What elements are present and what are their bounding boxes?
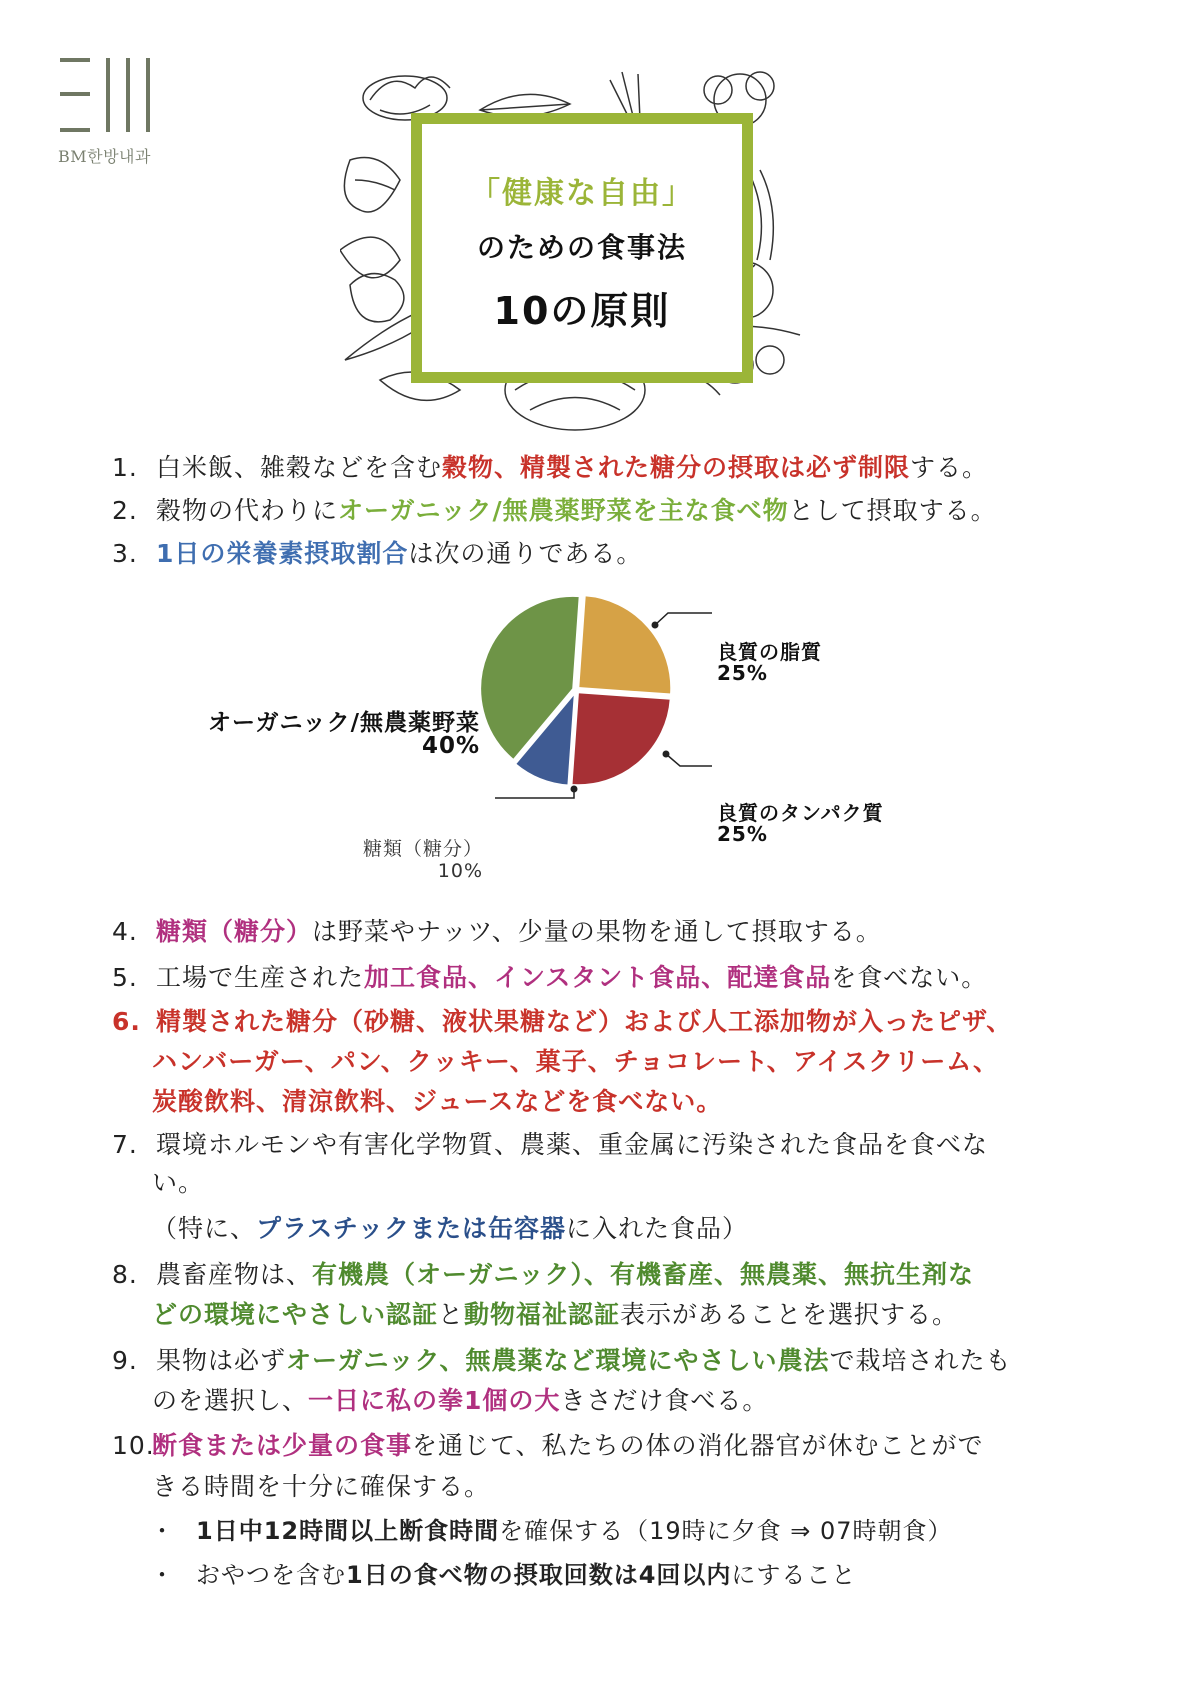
- list-item-6: [112, 1003, 1012, 1041]
- item-text: のを選択し、: [152, 1386, 309, 1415]
- item-number: 2.: [112, 496, 138, 525]
- item-text: と: [438, 1300, 465, 1329]
- item-text: する。: [910, 453, 989, 482]
- item-highlight: オーガニック/無農薬野菜を主な食べ物: [338, 496, 789, 525]
- leader-line-protein: [666, 754, 712, 766]
- pie-value-vegetables: 40%: [421, 733, 480, 759]
- item-highlight: 糖類（糖分）: [156, 917, 313, 946]
- item-number: 1.: [112, 453, 138, 482]
- pie-label-fat: 良質の脂質: [717, 640, 822, 664]
- title-frame: [411, 113, 753, 383]
- pie-slice-protein: [571, 692, 670, 785]
- leader-line-sugar: [495, 789, 574, 798]
- pie-value-sugar: 10%: [437, 860, 483, 882]
- item-text: にすること: [731, 1561, 857, 1589]
- item-highlight: 有機農（オーガニック）、有機畜産、無農薬、無抗生剤な: [312, 1260, 975, 1289]
- item-highlight: プラスチックまたは缶容器: [256, 1214, 567, 1243]
- title-line-1: 「健康な自由」: [470, 175, 694, 211]
- item-10-line-2: きる時間を十分に確保する。: [152, 1472, 491, 1501]
- item-text: 白米飯、雑穀などを含む: [156, 453, 443, 482]
- item-text: 穀物の代わりに: [156, 496, 339, 525]
- list-item-10: [112, 1427, 984, 1465]
- item-number: 7.: [112, 1130, 138, 1159]
- item-text: に入れた食品）: [566, 1214, 749, 1243]
- item-text: として摂取する。: [788, 496, 997, 525]
- item-highlight: どの環境にやさしい認証: [152, 1300, 439, 1329]
- pie-label-sugar: 糖類（糖分）: [362, 838, 483, 860]
- item-text: （特に、: [152, 1214, 257, 1243]
- item-number: 3.: [112, 539, 138, 568]
- item-6-line-2: ハンバーガー、パン、クッキー、菓子、チョコレート、アイスクリーム、: [152, 1047, 1000, 1076]
- pie-label-vegetables: オーガニック/無農薬野菜: [207, 710, 480, 736]
- item-highlight: 加工食品、インスタント食品、配達食品: [364, 963, 832, 992]
- bullet-item-2: [150, 1556, 856, 1594]
- item-number: 4.: [112, 917, 138, 946]
- bullet-item-1: [150, 1512, 953, 1550]
- item-number: 9.: [112, 1346, 138, 1375]
- item-highlight: 断食または少量の食事: [152, 1431, 413, 1460]
- pie-slice-fat: [578, 595, 671, 694]
- item-7-note: [152, 1210, 748, 1248]
- list-item-7: [112, 1126, 988, 1164]
- item-text: 農畜産物は、: [156, 1260, 313, 1289]
- list-item-8: [112, 1256, 974, 1294]
- pie-label-protein: 良質のタンパク質: [717, 801, 884, 825]
- item-highlight: 1日の栄養素摂取割合: [156, 539, 409, 568]
- item-text: を確保する（19時に夕食 ⇒ 07時朝食）: [499, 1517, 953, 1545]
- item-number: 5.: [112, 963, 138, 992]
- item-text: を食べない。: [831, 963, 988, 992]
- greens-left-icon: [340, 158, 400, 278]
- item-text: 工場で生産された: [156, 963, 365, 992]
- item-text: きさだけ食べる。: [560, 1386, 769, 1415]
- list-item-2: [112, 492, 997, 530]
- list-item-5: [112, 959, 987, 997]
- bullet-icon: ・: [150, 1561, 175, 1589]
- item-text: は次の通りである。: [408, 539, 643, 568]
- list-item-9: [112, 1342, 1012, 1380]
- logo-text: BM한방내과: [58, 147, 151, 166]
- leader-dot-protein: [663, 751, 670, 758]
- item-highlight: 動物福祉認証: [464, 1300, 621, 1329]
- item-8-line-2: [152, 1296, 958, 1334]
- item-text: を通じて、私たちの体の消化器官が休むことがで: [412, 1431, 984, 1460]
- pepper-left-icon: [350, 274, 404, 322]
- pie-value-fat: 25%: [717, 661, 768, 685]
- item-number: 6.: [112, 1007, 141, 1036]
- item-text: で栽培されたも: [829, 1346, 1012, 1375]
- item-highlight: 精製された糖分（砂糖、液状果糖など）および人工添加物が入ったピザ、: [156, 1007, 1013, 1036]
- clinic-logo: [58, 58, 178, 167]
- nutrient-pie-chart: [0, 585, 1190, 865]
- list-item-1: [112, 449, 988, 487]
- item-6-line-3: 炭酸飲料、清涼飲料、ジュースなどを食べない。: [152, 1087, 723, 1116]
- item-text: おやつを含む: [196, 1561, 346, 1589]
- leader-line-fat: [655, 613, 712, 625]
- item-text: 果物は必ず: [156, 1346, 287, 1375]
- list-item-4: [112, 913, 882, 951]
- bullet-icon: ・: [150, 1517, 175, 1545]
- item-9-line-2: [152, 1382, 768, 1420]
- leader-dot-sugar: [571, 786, 578, 793]
- logo-mark-icon: [58, 58, 158, 132]
- item-text: 環境ホルモンや有害化学物質、農薬、重金属に汚染された食品を食べな: [156, 1130, 989, 1159]
- item-highlight: 1日の食べ物の摂取回数は4回以内: [346, 1561, 732, 1589]
- item-number: 8.: [112, 1260, 138, 1289]
- item-7-line-2: い。: [152, 1168, 205, 1197]
- title-line-3: 10の原則: [493, 288, 671, 333]
- item-highlight: 一日に私の拳1個の大: [308, 1386, 561, 1415]
- item-text: 表示があることを選択する。: [620, 1300, 959, 1329]
- leader-dot-fat: [652, 622, 659, 629]
- item-highlight: 穀物、精製された糖分の摂取は必ず制限: [442, 453, 911, 482]
- pie-value-protein: 25%: [717, 822, 768, 846]
- title-line-2: のための食事法: [476, 230, 687, 264]
- item-highlight: 1日中12時間以上断食時間: [196, 1517, 500, 1545]
- item-number: 10.: [112, 1431, 155, 1460]
- item-highlight: オーガニック、無農薬など環境にやさしい農法: [286, 1346, 830, 1375]
- item-text: は野菜やナッツ、少量の果物を通して摂取する。: [312, 917, 882, 946]
- list-item-3: [112, 535, 642, 573]
